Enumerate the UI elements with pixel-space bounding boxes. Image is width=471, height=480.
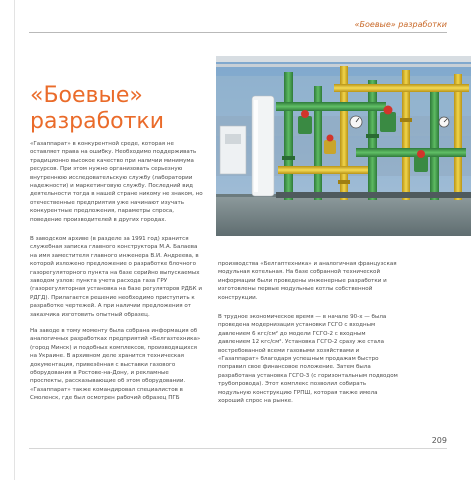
header-rule [29,32,447,33]
paragraph-5: В трудное экономическое время — в начале 90-х — была проведена модернизация установки ГСГО с входным давлением 6 кгс/см² до модели ГСГО-2 с входным давлением 12 кгс/см². Установка ГСГО-2 сразу же стала востребованной всеми газовыми хозяйствами и «Газаппарат» благодаря успешным продажам быстро поправил свое финансовое положение. Затем была разработана установка ГСГО-3 (с горизонтальным подводом трубопровода). Этот комплекс позволил собирать модульную конструкцию ГРПШ, которая также имела хороший спрос на рынке. [218,314,398,405]
paragraph-1: «Газаппарат» в конкурентной среде, которая не оставляет права на ошибку. Необходимо поддерживать традиционно высокое качество при наличии минимума ресурсов. При этом нужно организовать серьезную внутреннюю исследовательскую службу (лаборатории надежности) и маркетинговую службу. Последний вид деятельности тогда в нашей стране никому не знаком, но отечественные предприятия уже начинают изучать конкурентные предложения, параметры спроса, поведение производителей в других городах. [30,141,203,223]
gas-regulator-station-photo [216,56,471,236]
running-head: «Боевые» разработки [354,20,447,29]
paragraph-3: На заводе в тому моменту была собрана информация об аналогичных разработках предприятий «Белгазтехника» (город Минск) и подобных комплексов, производящихся на Украине. В архивном деле хранится техническая документация, привезённая с выставки газового оборудования в Ростове-на-Дону, и рекламные проспекты, рассказывающие об этом оборудовании. «Газаппарат» также командировал специалистов в Смоленск, где был осмотрен рабочий образец ПГБ [30,328,201,402]
page-title: «Боевые» разработки [30,82,165,134]
footer-rule [29,448,447,449]
page-number: 209 [431,436,447,445]
page-edge [14,0,15,480]
paragraph-2: В заводском архиве (в разделе за 1991 год) хранится служебная записка главного конструктора М.А. Балаева на имя заместителя главного инженера В.И. Андреева, в которой изложено предложение о разработке блочного газорегуляторного пункта на базе серийно выпускаемых заводом узлов: пункта учета расхода газа ГРУ (газорегуляторная установка на базе регуляторов РДБК и РДГД). Прилагается решение необходимо приступить к разработке чертежей. А при наличии предложения от заказчика изготовить опытный образец. [30,236,202,318]
paragraph-4: производства «Белгаптехника» и аналогичная французская модульная котельная. На базе собранной технической информации были проведены инженерные разработки и изготовлены первые модульные котлы собственной конструкции. [218,261,397,301]
